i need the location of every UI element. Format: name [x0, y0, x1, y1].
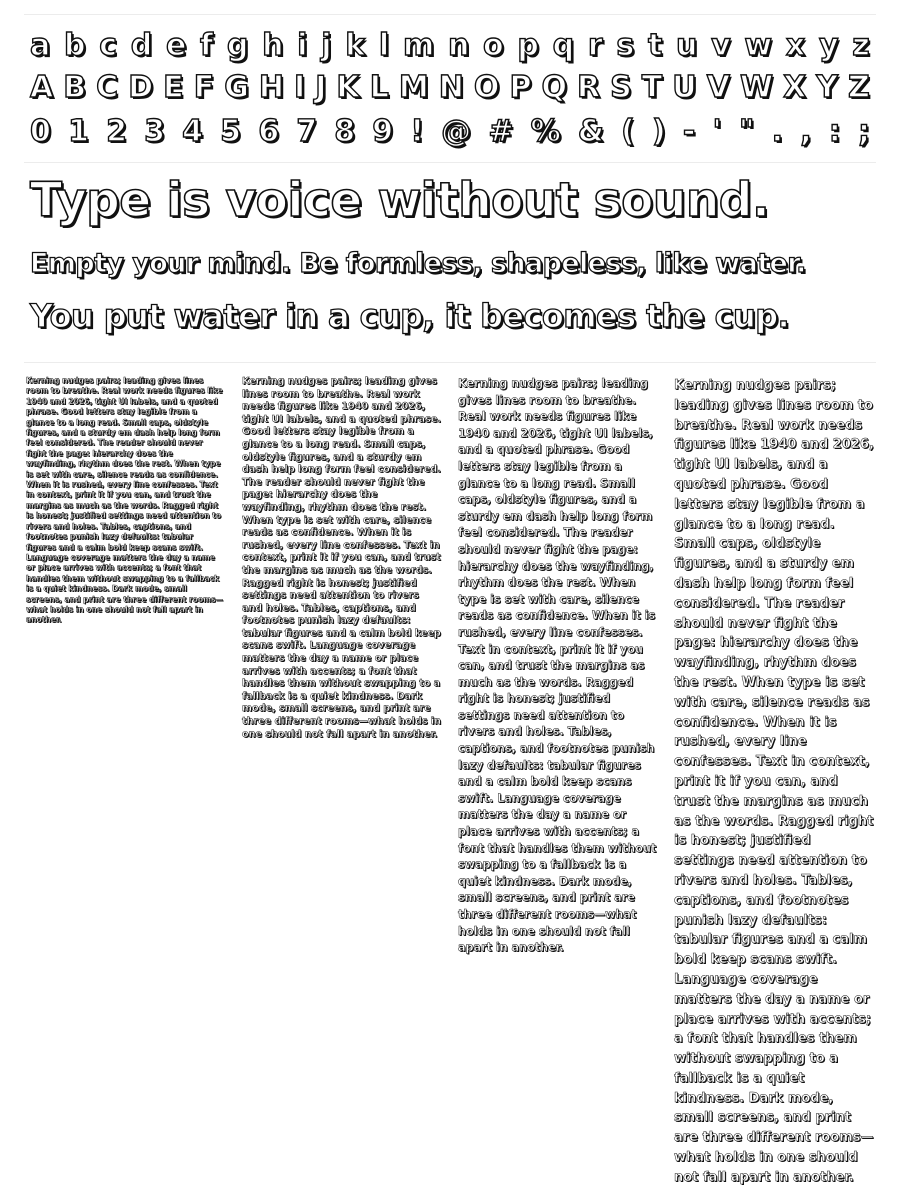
glyph: o	[483, 28, 504, 63]
glyph: A	[30, 70, 54, 105]
glyph: U	[672, 70, 697, 105]
sample-divider	[24, 362, 876, 363]
sample-line-large: Type is voice without sound.	[30, 173, 770, 228]
glyph: !	[410, 114, 424, 149]
sample-line-medium: Empty your mind. Be formless, shapeless, like water.	[30, 248, 806, 279]
glyph: e	[165, 28, 187, 63]
glyph: i	[297, 28, 308, 63]
glyph: 4	[182, 114, 203, 149]
glyph: 3	[144, 114, 165, 149]
glyph: k	[345, 28, 366, 63]
glyph: K	[336, 70, 360, 105]
paragraph-column-small: Kerning nudges pairs; leading gives lines room to breathe. Real work needs figures like 1940 and 2026, tight UI labels, and a quoted phrase. Good letters stay legible from a glance to a long read. Small caps, oldstyle figures, and a sturdy em dash help long form feel considered. The reader should never fight the page: hierarchy does the wayfinding, rhythm does the rest. When type is set with care, silence reads as confidence. When it is rushed, every line confesses. Text in context, print it if you can, and trust the margins as much as the words. Ragged right is honest; justified settings need attention to rivers and holes. Tables, captions, and footnotes punish lazy defaults: tabular figures and a calm bold keep scans swift. Language coverage matters the day a name or place arrives with accents; a font that handles them without swapping to a fallback is a quiet kindness. Dark mode, small screens, and print are three different rooms—what holds in one should not fall apart in another.	[242, 376, 441, 740]
glyph: :	[828, 114, 841, 149]
glyph: M	[398, 70, 429, 105]
digits-punctuation-glyph-row	[30, 112, 870, 152]
uppercase-glyph-row	[30, 68, 870, 108]
glyph: W	[739, 70, 774, 105]
glyph: L	[369, 70, 389, 105]
glyph: (	[621, 114, 635, 149]
glyph: @	[441, 114, 472, 149]
glyph: u	[676, 28, 698, 63]
glyph: d	[130, 28, 153, 63]
glyph: B	[63, 70, 87, 105]
glyph: ;	[857, 114, 870, 149]
glyph: y	[818, 28, 839, 63]
glyph: 6	[258, 114, 280, 149]
glyph: ,	[800, 114, 812, 149]
glyph: %	[530, 114, 561, 149]
glyph: g	[226, 28, 249, 63]
paragraph-column-smallest: Kerning nudges pairs; leading gives lines room to breathe. Real work needs figures like 1940 and 2026, tight UI labels, and a quoted phrase. Good letters stay legible from a glance to a long read. Small caps, oldstyle figures, and a sturdy em dash help long form feel considered. The reader should never fight the page: hierarchy does the wayfinding, rhythm does the rest. When type is set with care, silence reads as confidence. When it is rushed, every line confesses. Text in context, print it if you can, and trust the margins as much as the words. Ragged right is honest; justified settings need attention to rivers and holes. Tables, captions, and footnotes punish lazy defaults: tabular figures and a calm bold keep scans swift. Language coverage matters the day a name or place arrives with accents; a font that handles them without swapping to a fallback is a quiet kindness. Dark mode, small screens, and print are three different rooms—what holds in one should not fall apart in another.	[26, 376, 224, 625]
glyph: F	[193, 70, 215, 105]
glyph: T	[641, 70, 663, 105]
glyph: m	[402, 28, 435, 63]
glyph-divider	[24, 162, 876, 163]
glyph: n	[447, 28, 470, 63]
glyph: .	[771, 114, 784, 149]
glyph: 0	[30, 114, 51, 149]
glyph: l	[378, 28, 390, 63]
glyph: r	[587, 28, 603, 63]
glyph: x	[785, 28, 806, 63]
glyph: 8	[334, 114, 356, 149]
top-divider	[24, 14, 876, 15]
glyph: q	[552, 28, 575, 63]
glyph: z	[852, 28, 870, 63]
glyph: S	[610, 70, 632, 105]
glyph: C	[96, 70, 119, 105]
glyph: Y	[816, 70, 838, 105]
glyph: a	[30, 28, 51, 63]
glyph: E	[163, 70, 184, 105]
glyph: c	[99, 28, 117, 63]
glyph: N	[438, 70, 464, 105]
glyph: Q	[541, 70, 567, 105]
glyph: h	[262, 28, 284, 63]
glyph: b	[63, 28, 86, 63]
glyph: s	[616, 28, 635, 63]
glyph: 9	[372, 114, 394, 149]
glyph: 2	[106, 114, 127, 149]
glyph: t	[647, 28, 663, 63]
glyph: #	[488, 114, 514, 149]
glyph: Z	[848, 70, 870, 105]
paragraph-column-medium: Kerning nudges pairs; leading gives lines room to breathe. Real work needs figures like 1940 and 2026, tight UI labels, and a quoted phrase. Good letters stay legible from a glance to a long read. Small caps, oldstyle figures, and a sturdy em dash help long form feel considered. The reader should never fight the page: hierarchy does the wayfinding, rhythm does the rest. When type is set with care, silence reads as confidence. When it is rushed, every line confesses. Text in context, print it if you can, and trust the margins as much as the words. Ragged right is honest; justified settings need attention to rivers and holes. Tables, captions, and footnotes punish lazy defaults: tabular figures and a calm bold keep scans swift. Language coverage matters the day a name or place arrives with accents; a font that handles them without swapping to a fallback is a quiet kindness. Dark mode, small screens, and print are three different rooms—what holds in one should not fall apart in another.	[458, 377, 657, 955]
glyph: H	[258, 70, 284, 105]
glyph: 7	[296, 114, 318, 149]
glyph: '	[712, 114, 722, 149]
glyph: 5	[220, 114, 242, 149]
glyph: 1	[68, 114, 89, 149]
glyph: "	[738, 114, 755, 149]
sample-line-cup: You put water in a cup, it becomes the cup.	[30, 297, 790, 335]
glyph: O	[473, 70, 500, 105]
glyph: V	[706, 70, 730, 105]
glyph: G	[224, 70, 249, 105]
lowercase-glyph-row	[30, 26, 870, 66]
glyph: &	[577, 114, 604, 149]
glyph: X	[783, 70, 807, 105]
glyph: j	[321, 28, 332, 63]
glyph: P	[509, 70, 532, 105]
glyph: f	[200, 28, 214, 63]
glyph: w	[744, 28, 773, 63]
paragraph-column-large: Kerning nudges pairs; leading gives lines room to breathe. Real work needs figures like 1940 and 2026, tight UI labels, and a quoted phrase. Good letters stay legible from a glance to a long read. Small caps, oldstyle figures, and a sturdy em dash help long form feel considered. The reader should never fight the page: hierarchy does the wayfinding, rhythm does the rest. When type is set with care, silence reads as confidence. When it is rushed, every line confesses. Text in context, print it if you can, and trust the margins as much as the words. Ragged right is honest; justified settings need attention to rivers and holes. Tables, captions, and footnotes punish lazy defaults: tabular figures and a calm bold keep scans swift. Language coverage matters the day a name or place arrives with accents; a font that handles them without swapping to a fallback is a quiet kindness. Dark mode, small screens, and print are three different rooms—what holds in one should not fall apart in another.	[674, 378, 874, 1185]
glyph: I	[294, 70, 306, 105]
glyph: )	[652, 114, 666, 149]
glyph: J	[315, 70, 327, 105]
glyph: D	[128, 70, 154, 105]
glyph: p	[517, 28, 539, 63]
glyph: R	[577, 70, 601, 105]
glyph: -	[682, 114, 696, 149]
glyph: v	[711, 28, 731, 63]
